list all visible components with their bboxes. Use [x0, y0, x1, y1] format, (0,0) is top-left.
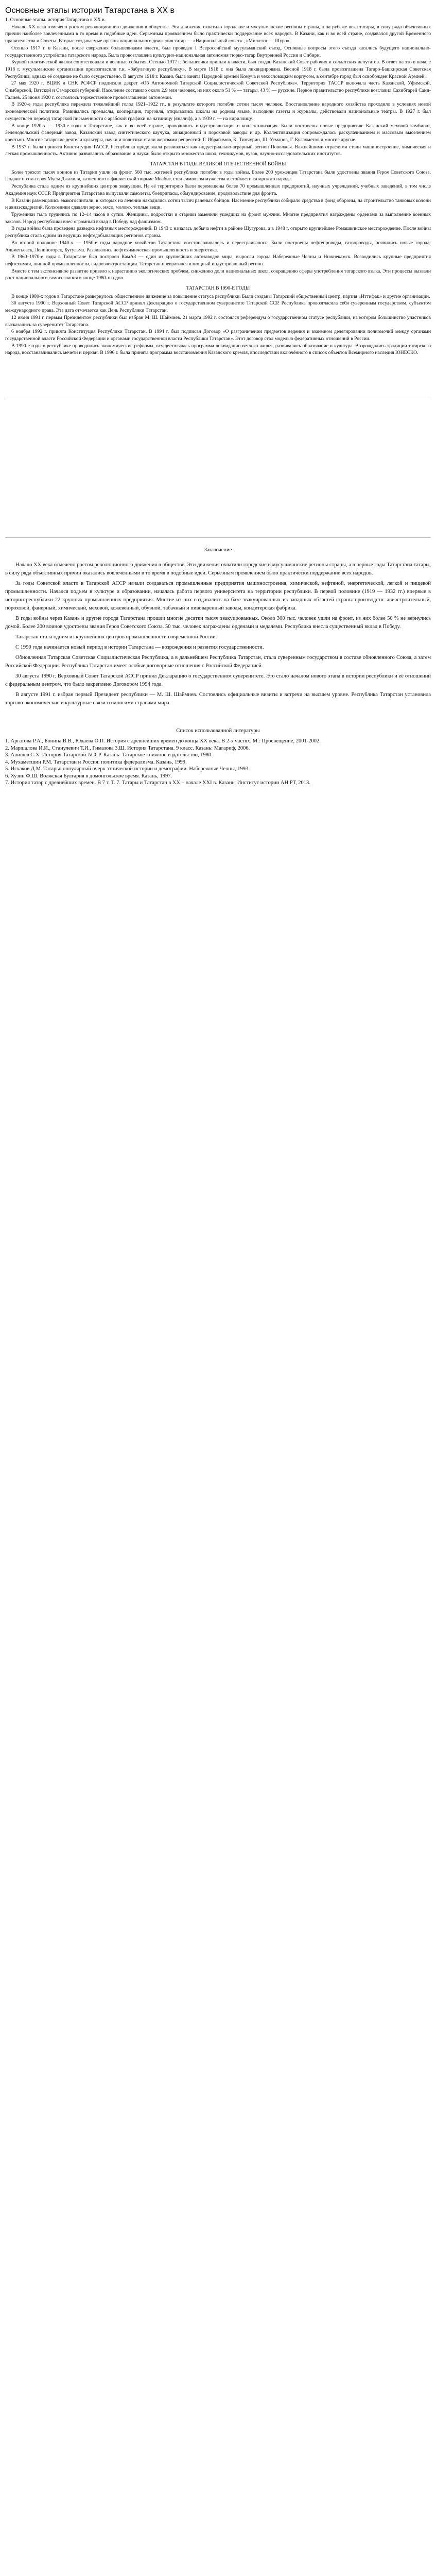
paragraph: В августе 1991 г. избран первый Президент республики — М. Ш. Шаймиев. Состоялись официальные визиты и встречи на высшем уровне. Республика Татарстан установила торгово-экономические и культурные связи со многими странами мира.: [5, 692, 431, 706]
literature-item: 6. Хузин Ф.Ш. Волжская Булгария в домонгольское время. Казань, 1997.: [5, 773, 172, 779]
paragraph: Республика стала одним из крупнейших центров эвакуации. На её территорию были перемещены более 70 промышленных предприятий, научных учреждений, учебных заведений, в том числе Академия наук СССР. Предприятия Татарстана выпускали самолеты, боеприпасы, обмундирование, продовольствие для фронта.: [5, 183, 431, 196]
literature-item: 5. Исхаков Д.М. Татары: популярный очерк этнической истории и демографии. Набережные Челны, 1993.: [5, 766, 250, 772]
paragraph: Осенью 1917 г. в Казани, после свержения большевиками власти, был проведен I Всероссийский мусульманский съезд. Основные вопросы этого съезда касались будущего национально-государственного устройства татарского народа. Была провозглашена культурно-национальная автономия тюрко-татар Внутренней России и Сибири.: [5, 45, 431, 58]
literature-list: [0, 738, 436, 787]
sovereignty-heading: ТАТАРСТАН В 1990-Е ГОДЫ: [186, 285, 250, 292]
paragraph: В годы войны через Казань и другие города Татарстана прошли многие десятки тысяч эвакуированных. Около 300 тыс. человек ушли на фронт, из них более 50 % не вернулись домой. Более 200 воинов удостоены звания Героя Советского Союза. 50 тыс. человек награждены орденами и медалями. Республика внесла существенный вклад в Победу.: [5, 616, 431, 630]
conclusion-block: [0, 561, 436, 707]
paragraph: В годы войны была проведена разведка нефтяных месторождений. В 1943 г. началась добыча нефти в районе Шугурова, а в 1948 г. открыто крупнейшее Ромашкинское месторождение. После войны республика стала одним из ведущих нефтедобывающих регионов страны.: [5, 226, 431, 239]
paragraph: 12 июня 1991 г. первым Президентом республики был избран М. Ш. Шаймиев. 21 марта 1992 г. состоялся референдум о государственном статусе республики, на котором большинство участников высказались за суверенитет Татарстана.: [5, 314, 431, 328]
literature-item: 7. История татар с древнейших времен. В 7 т. Т. 7. Татары и Татарстан в ХХ – начале ХХI в. Казань: Институт истории АН РТ, 2013.: [5, 780, 310, 786]
paragraph: Начало ХХ века отмечено ростом революционного движения в обществе. Эти движения охватили городские и мусульманские регионы страны, а в первые годы Татарстана татары, в силу ряда объективных причин оказались вовлечёнными в то время в подобные идеи. Серьезным проявлением было практически поддержание всех народов.: [5, 562, 431, 577]
paragraph: 6 ноября 1992 г. принята Конституция Республики Татарстан. В 1994 г. был подписан Договор «О разграничении предметов ведения и взаимном делегировании полномочий между органами государственной власти Российской Федерации и органами государственной власти Республики Татарстан». Этот договор стал моделью федеративных отношений в России.: [5, 329, 431, 342]
paragraph: 30 августа 1990 г. Верховный Совет Татарской АССР принял Декларацию о государственном суверенитете Татарской ССР. Республика провозгласила себя суверенным государством, субъектом международного права. Эта дата отмечается как День Республики Татарстан.: [5, 300, 431, 314]
paragraph: Труженики тыла трудились по 12–14 часов в сутки. Женщины, подростки и старики заменили ушедших на фронт мужчин. Многие предприятия награждены орденами за выполнение военных заказов. Народ республики внес огромный вклад в Победу над фашизмом.: [5, 211, 431, 225]
paragraph: За годы Советской власти в Татарской АССР начали создаваться промышленные предприятия машиностроения, химической, нефтяной, энергетической, легкой и пищевой промышленности. Начался подъем в культуре и образовании, началась работа первого университета на территории республики. В первой половине (1919 — 1932 гг.) впервые в истории республики 22 крупных промышленных предприятия. Многие из них создавались на базе эвакуированных из западных областей страны производств: авиастроительный, пороховой, фанерный, химический, меховой, кожевенный, обувной, табачный и пивоваренный заводы, кондитерская фабрика.: [5, 581, 431, 612]
paragraph: В 1937 г. была принята Конституция ТАССР. Республика продолжала развиваться как индустриально-аграрный регион Поволжья. Важнейшими отраслями стали машиностроение, химическая и легкая промышленность. Активно развивались образование и наука: было открыто множество школ, техникумов, вузов, научно-исследовательских институтов.: [5, 144, 431, 157]
literature-item: 4. Мухаметшин Р.М. Татарстан и Россия: политика федерализма. Казань, 1999.: [5, 759, 187, 765]
paragraph: В 1920-е годы республика пережила тяжелейший голод 1921–1922 гг., в результате которого погибли сотни тысяч человек. Восстановление народного хозяйства проходило в условиях новой экономической политики. Развивались промыслы, кооперация, торговля, открывались школы на родном языке, выходили газеты и журналы, действовали национальные театры. В 1927 г. был осуществлен переход татарской письменности с арабской графики на латиницу (яналиф), а в 1939 г. — на кириллицу.: [5, 101, 431, 122]
conclusion-heading: Заключение: [204, 547, 232, 553]
paragraph: В 1960–1970-е годы в Татарстане был построен КамАЗ — один из крупнейших автозаводов мира, выросли города Набережные Челны и Нижнекамск. Возводились крупные предприятия нефтехимии, шинной промышленности, гидроэлектростанции. Татарстан превратился в мощный индустриальный регион.: [5, 254, 431, 267]
literature-heading: Список использованной литературы: [176, 728, 260, 734]
paragraph: В конце 1980-х годов в Татарстане развернулось общественное движение за повышение статуса республики. Были созданы Татарский общественный центр, партия «Иттифак» и другие организации.: [11, 293, 430, 299]
literature-item: 2. Маршалова И.И., Станулевич Т.И., Гимазова З.Ш. История Татарстана. 9 класс. Казань: Магариф, 2006.: [5, 745, 250, 751]
war-heading: ТАТАРСТАН В ГОДЫ ВЕЛИКОЙ ОТЕЧЕСТВЕННОЙ ВОЙНЫ: [150, 161, 286, 167]
paragraph: 30 августа 1990 г. Верховный Совет Татарской АССР принял Декларацию о государственном суверенитете. Это стало началом нового этапа в истории республики и её отношений с федеральным центром, что было закреплено Договором 1994 года.: [5, 673, 431, 688]
paragraph: 1. Основные этапы. история Татарстана в ХХ в.: [5, 17, 106, 23]
divider-line: [5, 537, 431, 538]
literature-item: 3. Алишев С.Х. История Татарской АССР. Казань: Татарское книжное издательство, 1980.: [5, 752, 213, 758]
paragraph: Более трехсот тысяч воинов из Татарии ушли на фронт. 560 тыс. жителей республики погибли в годы войны. Более 200 уроженцев Татарстана были удостоены звания Героя Советского Союза. Подвиг поэта-героя Мусы Джалиля, казненного в фашистской тюрьме Моабит, стал символом мужества и стойкости татарского народа.: [5, 169, 431, 182]
paragraph: 27 мая 1920 г. ВЦИК и СНК РСФСР подписали декрет «Об Автономной Татарской Социалистической Советской Республике». Территория ТАССР включала часть Казанской, Уфимской, Симбирской, Вятской и Самарской губерний. Население составило около 2,9 млн человек, из них около 51 % — татары, 43 % — русские. Первое правительство республики возглавил Сахибгарей Саид-Галиев. 25 июня 1920 г. состоялось торжественное провозглашение автономии.: [5, 80, 431, 100]
literature-item: 1. Аргатова Р.А., Бонина В.В., Юдаева О.П. История с древнейших времен до конца ХХ века. В 2-х частях. М.: Просвещение, 2001-2002.: [5, 738, 321, 744]
paragraph: Обновленная Татарская Советская Социалистическая Республика, а в дальнейшем Республика Татарстан, стала суверенным государством в составе обновленного Союза, а затем Российской Федерации. Республика Татарстан имеет особые договорные отношения с Российской Федерацией.: [5, 655, 431, 669]
sovereignty-block: [0, 285, 436, 357]
paragraph: Бурной политической жизни сопутствовали и военные события. Осенью 1917 г. большевики пришли к власти, был создан Казанский Совет рабочих и солдатских депутатов. В ответ на это в начале 1918 г. мусульманские организации провозгласили т.н. «Забулачную республику». В марте 1918 г. она была ликвидирована. Весной 1918 г. была провозглашена Татаро-Башкирская Советская Республика, однако её создание не было осуществлено. В августе 1918 г. Казань была занята Народной армией Комуча и чехословацким корпусом, в сентябре город был освобожден Красной Армией.: [5, 59, 431, 79]
paragraph: Начало ХХ века отмечено ростом революционного движения в обществе. Эта движение охватило городские и мусульманские регионы страны, а на рубеже века татары, в силу ряда объективных причин наиболее вовлеченными в то время в подобные идеи. Серьезным проявлением было практически поддержание всех народов. В Казани, как и во всей стране, создавался другой Временного правительства и Советы. Вторые создаваемые органы национального движения татар — «Национальный совет» , «Миллэт» — Шуро».: [5, 24, 431, 44]
war-block: [0, 161, 436, 282]
paragraph: В Казани размещались эвакогоспитали, в которых на лечении находились сотни тысяч раненых бойцов. Население республики собирало средства в фонд обороны, на строительство танковых колонн и авиаэскадрилий. Колхозники сдавали зерно, мясо, молоко, теплые вещи.: [5, 197, 431, 211]
paragraph: В 1990-е годы в республике проводились экономические реформы, осуществлялась программа ликвидации ветхого жилья, развивались образование и культура. Возрождались традиции татарского народа, восстанавливались мечети и церкви. В 1996 г. была принята программа восстановления Казанского кремля, впоследствии включённого в список объектов Всемирного наследия ЮНЕСКО.: [5, 343, 431, 356]
paragraph: С 1990 года начинается новый период в истории Татарстана — возрождения и развития государственности.: [15, 645, 264, 651]
part1-block: [0, 16, 436, 158]
paragraph: Во второй половине 1940-х — 1950-е годы народное хозяйство Татарстана восстанавливалось и перестраивалось. Были построены нефтепроводы, газопроводы, появились новые города: Альметьевск, Лениногорск, Бугульма. Развивались нефтехимическая промышленность и энергетика.: [5, 240, 431, 253]
paragraph: В конце 1920-х — 1930-е годы в Татарстане, как и во всей стране, проводились индустриализация и коллективизация. Были построены новые предприятия: Казанский меховой комбинат, Зеленодольский фанерный завод, Казанский завод синтетического каучука, авиационный и пороховой заводы и др. Коллективизация сопровождалась раскулачиванием и массовым выселением крестьян. Многие татарские деятели культуры, науки и политики стали жертвами репрессий: Г. Ибрагимов, К. Тинчурин, Ш. Усманов, Г. Кулахметов и многие другие.: [5, 123, 431, 143]
paragraph: Татарстан стала одним из крупнейших центров промышленности современной России.: [15, 634, 217, 640]
blank-space: [0, 398, 436, 537]
paragraph: Вместе с тем экстенсивное развитие привело к нарастанию экологических проблем, снижению доли национальных школ, сокращению сферы употребления татарского языка. Эти процессы вызвали рост национального самосознания в конце 1980-х годов.: [5, 268, 431, 281]
page-title: Основные этапы истории Татарстана в ХХ в: [5, 6, 175, 15]
